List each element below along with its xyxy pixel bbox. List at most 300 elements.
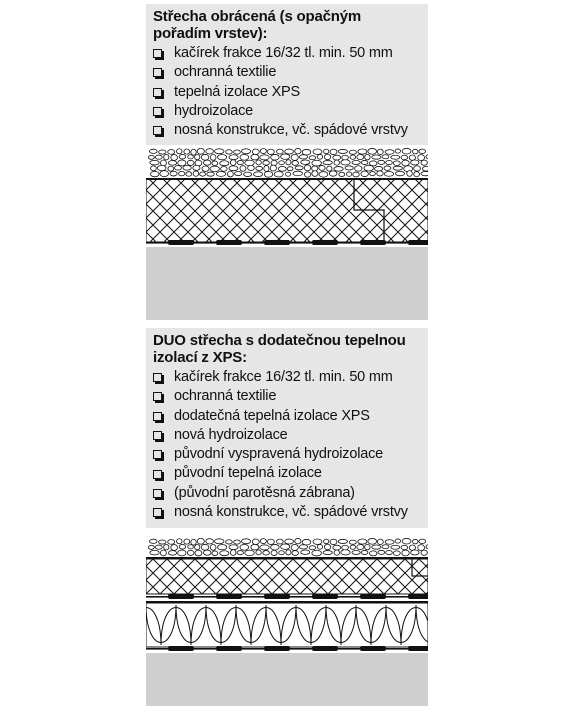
pebble: [304, 165, 310, 171]
pebble: [409, 155, 415, 160]
pebble: [186, 172, 192, 177]
membrane-seam: [408, 240, 428, 245]
pebble: [203, 160, 211, 165]
pebble: [252, 149, 259, 155]
pebble: [292, 551, 299, 556]
membrane-seam: [216, 646, 242, 651]
pebble: [393, 161, 400, 166]
pebble: [286, 550, 291, 555]
pebble: [413, 539, 418, 544]
pebble: [418, 545, 425, 551]
pebble: [264, 171, 273, 177]
membrane-seam: [264, 240, 290, 245]
pebble: [174, 166, 181, 171]
pebble: [221, 167, 228, 172]
pebble: [203, 550, 211, 555]
pebble: [270, 165, 276, 171]
pebble: [426, 545, 428, 549]
pebble: [369, 551, 377, 556]
layer-label: původní vyspravená hydroizolace: [174, 446, 384, 463]
pebble: [330, 149, 337, 154]
list-item: [153, 484, 422, 503]
pebble: [256, 550, 261, 555]
pebble: [263, 551, 270, 555]
pebble: [187, 550, 194, 555]
pebble: [345, 166, 353, 170]
pebble: [170, 171, 177, 176]
layer-label: nosná konstrukce, vč. spádové vrstvy: [174, 504, 408, 521]
list-item: [153, 83, 422, 102]
pebble: [361, 160, 368, 164]
pebble: [402, 148, 411, 154]
pebble: [309, 156, 316, 160]
list-item: [153, 464, 422, 483]
pebble: [149, 149, 157, 153]
pebble: [313, 539, 322, 544]
pebble: [168, 551, 176, 556]
pebble: [229, 155, 238, 160]
new-waterproofing-layer: [146, 594, 428, 599]
pebble: [229, 166, 238, 171]
pebble: [391, 545, 400, 549]
pebble: [171, 545, 178, 551]
pebble: [295, 166, 303, 170]
pebble: [210, 154, 216, 160]
checkbox-icon: [153, 126, 162, 135]
pebble: [352, 160, 360, 164]
pebble: [159, 150, 166, 154]
pebble: [251, 544, 259, 550]
xps-insulation-layer: [146, 179, 428, 242]
duo-roof-panel: [146, 328, 428, 528]
pebble: [240, 154, 249, 160]
checkbox-icon: [153, 373, 162, 382]
pebble: [242, 539, 251, 544]
gravel-layer: [148, 538, 428, 556]
load-bearing-structure: [146, 653, 428, 706]
pebble: [264, 166, 269, 172]
pebble: [324, 154, 330, 159]
inverted-roof-cross-section: [146, 148, 428, 320]
pebble: [148, 155, 154, 159]
pebble: [245, 550, 255, 556]
pebble: [377, 171, 383, 176]
membrane-seam: [168, 240, 194, 245]
pebble: [426, 155, 428, 159]
load-bearing-structure: [146, 247, 428, 320]
pebble: [164, 154, 169, 160]
pebble: [418, 155, 425, 161]
pebble: [160, 171, 169, 177]
duo-roof-cross-section: [146, 538, 428, 706]
pebble: [385, 540, 394, 544]
list-item: [153, 44, 422, 63]
pebble: [291, 154, 298, 160]
protective-textile-line: [146, 178, 428, 180]
pebble: [210, 166, 219, 172]
pebble: [195, 545, 200, 550]
pebble: [218, 154, 227, 159]
pebble: [210, 544, 216, 550]
pebble: [384, 172, 393, 177]
pebble: [402, 538, 411, 544]
pebble: [301, 550, 310, 554]
pebble: [237, 161, 243, 165]
pebble: [421, 550, 427, 555]
pebble: [151, 171, 159, 176]
pebble: [150, 550, 159, 555]
pebble: [168, 161, 176, 166]
pebble: [333, 155, 341, 160]
pebble: [312, 166, 318, 171]
pebble: [411, 550, 419, 555]
membrane-seam: [312, 594, 338, 599]
membrane-seam: [168, 594, 194, 599]
pebble: [230, 160, 236, 166]
pebble: [419, 539, 426, 543]
pebble: [237, 551, 243, 555]
pebble: [271, 544, 280, 550]
pebble: [407, 171, 413, 177]
duo-roof-title: DUO střecha s dodatečnou tepelnou izolací z XPS:: [153, 332, 406, 366]
membrane-seam: [312, 646, 338, 651]
pebble: [183, 166, 191, 171]
membrane-seam: [360, 646, 386, 651]
pebble: [342, 155, 349, 160]
pebble: [245, 160, 255, 166]
list-item: [153, 387, 422, 406]
pebble: [302, 539, 311, 545]
pebble: [375, 166, 383, 171]
pebble: [206, 539, 214, 544]
pebble: [187, 160, 194, 165]
pebble: [334, 160, 339, 165]
membrane-seam: [408, 594, 428, 599]
pebble: [240, 544, 249, 550]
pebble: [402, 550, 409, 556]
checkbox-icon: [153, 431, 162, 440]
pebble: [191, 149, 196, 155]
pebble: [385, 150, 394, 154]
pebble: [386, 160, 393, 164]
pebble: [251, 154, 259, 160]
pebble: [299, 155, 307, 159]
pebble: [285, 172, 290, 176]
list-item: [153, 426, 422, 445]
membrane-seam: [216, 240, 242, 245]
membrane-seam: [264, 594, 290, 599]
pebble: [263, 161, 270, 165]
pebble: [155, 155, 162, 159]
pebble: [242, 149, 251, 154]
pebble: [358, 539, 367, 544]
pebble: [413, 149, 418, 154]
pebble: [393, 166, 402, 170]
pebble: [395, 539, 400, 543]
pebble: [350, 545, 356, 549]
pebble: [338, 149, 347, 153]
pebble: [274, 172, 283, 177]
pebble: [409, 545, 415, 550]
pebble: [188, 545, 194, 549]
pebble: [188, 155, 194, 159]
pebble: [312, 160, 322, 166]
pebble: [177, 539, 183, 544]
pebble: [395, 149, 400, 153]
pebble: [361, 550, 368, 554]
pebble: [355, 166, 362, 172]
pebble: [197, 538, 204, 544]
pebble: [281, 544, 290, 549]
pebble: [260, 545, 269, 550]
pebble: [365, 154, 370, 159]
pebble: [235, 171, 242, 175]
pebble: [157, 165, 166, 170]
checkbox-icon: [153, 450, 162, 459]
pebble: [212, 551, 218, 556]
pebble: [240, 166, 246, 172]
pebble: [368, 538, 377, 544]
pebble: [295, 148, 301, 153]
pebble: [372, 155, 381, 159]
pebble: [333, 545, 341, 550]
checkbox-icon: [153, 88, 162, 97]
pebble: [244, 172, 252, 176]
pebble: [277, 539, 284, 544]
pebble: [312, 550, 322, 556]
pebble: [230, 550, 236, 556]
pebble: [291, 544, 298, 550]
inverted-roof-title: Střecha obrácená (s opačným pořadím vrstev):: [153, 8, 362, 42]
pebble: [148, 545, 154, 549]
pebble: [256, 160, 261, 165]
pebble: [277, 149, 284, 154]
pebble: [179, 154, 185, 159]
inverted-roof-panel: [146, 4, 428, 145]
pebble: [339, 172, 345, 176]
pebble: [171, 155, 178, 161]
pebble: [193, 171, 199, 176]
pebble: [377, 149, 383, 154]
pebble: [285, 539, 294, 544]
layer-label: kačírek frakce 16/32 tl. min. 50 mm: [174, 369, 393, 385]
pebble: [202, 166, 209, 171]
pebble: [206, 149, 214, 154]
pebble: [419, 149, 426, 153]
pebble: [391, 155, 400, 159]
pebble: [368, 148, 377, 154]
pebble: [252, 539, 259, 545]
pebble: [302, 149, 311, 155]
layer-label: ochranná textilie: [174, 64, 277, 81]
pebble: [324, 149, 329, 154]
duo-roof-layer-list: [153, 368, 422, 522]
pebble: [201, 154, 209, 160]
pebble: [338, 539, 347, 543]
membrane-seam: [360, 594, 386, 599]
pebble: [220, 161, 229, 166]
pebble: [178, 550, 186, 556]
checkbox-icon: [153, 49, 162, 58]
pebble: [218, 544, 227, 549]
pebble: [234, 150, 241, 154]
pebble: [220, 551, 229, 556]
pebble: [301, 160, 310, 164]
pebble: [341, 550, 350, 555]
pebble: [358, 149, 367, 154]
pebble: [178, 160, 186, 166]
checkbox-icon: [153, 107, 162, 116]
pebble: [193, 165, 200, 170]
pebble: [319, 172, 328, 178]
pebble: [200, 172, 206, 176]
pebble: [304, 172, 310, 177]
pebble: [342, 545, 349, 550]
pebble: [393, 551, 400, 556]
pebble: [260, 149, 266, 154]
pebble: [229, 545, 238, 550]
list-item: [153, 121, 422, 140]
pebble: [334, 167, 343, 172]
pebble: [382, 545, 389, 549]
pebble: [159, 540, 166, 544]
pebble: [281, 154, 290, 159]
pebble: [330, 539, 337, 544]
layer-label: dodatečná tepelná izolace XPS: [174, 407, 370, 424]
pebble: [421, 160, 427, 165]
list-item: [153, 368, 422, 387]
pebble: [267, 149, 274, 154]
pebble: [285, 149, 294, 154]
pebble: [378, 550, 385, 554]
checkbox-icon: [153, 412, 162, 421]
pebble: [149, 539, 157, 543]
pebble: [195, 550, 202, 556]
pebble: [421, 171, 428, 175]
pebble: [329, 171, 337, 176]
pebble: [324, 544, 330, 549]
list-item: [153, 63, 422, 82]
pebble: [168, 540, 175, 545]
pebble: [248, 165, 255, 170]
membrane-seam: [168, 646, 194, 651]
list-item: [153, 445, 422, 464]
pebble: [411, 160, 419, 165]
pebble: [184, 539, 190, 544]
pebble: [357, 154, 364, 159]
layer-label: původní tepelná izolace: [174, 465, 322, 482]
layer-label: kačírek frakce 16/32 tl. min. 50 mm: [174, 45, 393, 61]
pebble: [286, 160, 291, 165]
membrane-seam: [360, 240, 386, 245]
pebble: [184, 149, 190, 154]
gravel-layer: [148, 148, 428, 177]
pebble: [279, 551, 285, 555]
layer-label: (původní parotěsná zábrana): [174, 484, 355, 501]
pebble: [341, 160, 350, 165]
pebble: [260, 155, 269, 160]
pebble: [216, 172, 225, 177]
pebble: [271, 550, 277, 555]
pebble: [197, 148, 204, 154]
pebble: [278, 166, 286, 171]
pebble: [295, 538, 301, 543]
pebble: [150, 160, 159, 165]
pebble: [312, 171, 318, 177]
pebble: [319, 165, 325, 170]
pebble: [350, 155, 356, 159]
pebble: [287, 167, 293, 171]
layer-label: hydroizolace: [174, 102, 254, 119]
pebble: [378, 160, 385, 164]
pebble: [313, 149, 322, 154]
pebble: [309, 546, 316, 550]
pebble: [212, 161, 218, 166]
pebble: [271, 154, 280, 160]
pebble: [327, 166, 332, 171]
checkbox-icon: [153, 508, 162, 517]
list-item: [153, 503, 422, 522]
layer-label: ochranná textilie: [174, 388, 277, 405]
pebble: [254, 172, 263, 177]
pebble: [279, 161, 285, 165]
pebble: [382, 155, 389, 159]
pebble: [292, 161, 299, 166]
pebble: [324, 539, 329, 544]
pebble: [160, 550, 166, 556]
additional-xps-insulation-layer: [146, 559, 428, 594]
pebble: [267, 539, 274, 544]
pebble: [364, 165, 373, 171]
pebble: [402, 160, 409, 166]
pebble: [299, 545, 307, 549]
pebble: [179, 171, 185, 175]
pebble: [226, 150, 233, 154]
list-item: [153, 102, 422, 121]
pebble: [414, 172, 420, 177]
pebble: [323, 551, 332, 555]
pebble: [317, 544, 322, 549]
pebble: [195, 155, 200, 160]
pebble: [214, 149, 224, 154]
checkbox-icon: [153, 68, 162, 77]
pebble: [401, 545, 408, 549]
pebble: [168, 150, 175, 155]
pebble: [179, 544, 185, 549]
pebble: [214, 539, 224, 544]
pebble: [422, 166, 428, 171]
pebble: [293, 171, 303, 176]
pebble: [177, 149, 183, 154]
checkbox-icon: [153, 392, 162, 401]
pebble: [323, 161, 332, 165]
pebble: [201, 544, 209, 550]
pebble: [384, 166, 391, 170]
list-item: [153, 407, 422, 426]
pebble: [256, 166, 263, 170]
pebble: [386, 550, 393, 554]
pebble: [234, 540, 241, 544]
pebble: [401, 155, 408, 159]
pebble: [365, 544, 370, 549]
inverted-roof-layer-list: [153, 44, 422, 140]
membrane-seam: [264, 646, 290, 651]
pebble: [227, 171, 233, 177]
checkbox-icon: [153, 489, 162, 498]
pebble: [377, 539, 383, 544]
layer-label: tepelná izolace XPS: [174, 83, 300, 100]
pebble: [155, 545, 162, 549]
